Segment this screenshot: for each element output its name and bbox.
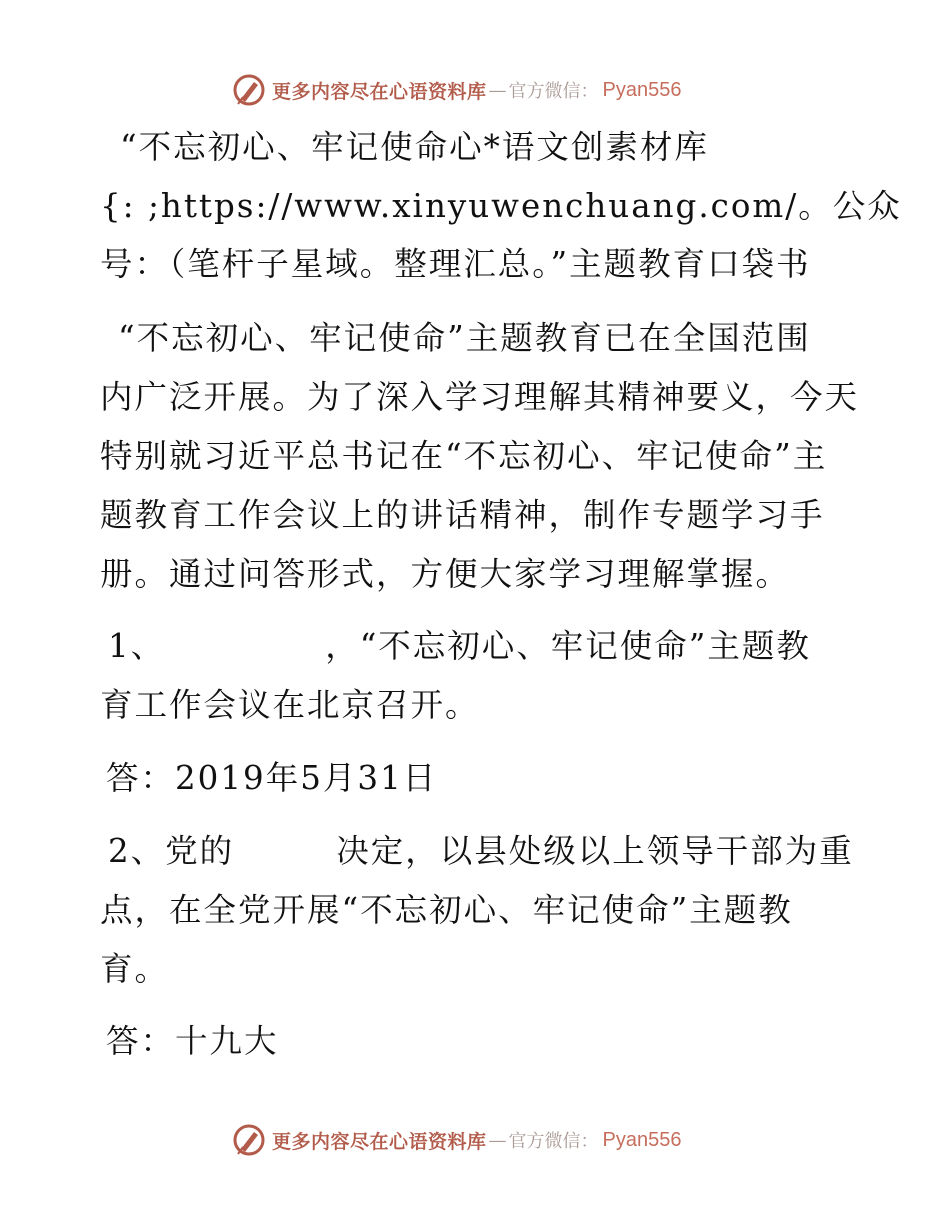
intro-line-5: 册。通过问答形式，方便大家学习理解掌握。 (100, 555, 791, 593)
answer-1: 答：2019年5月31日 (106, 759, 438, 797)
banner-wechat-id: Pyan556 (602, 1128, 682, 1151)
header-line-3: 号：（笔杆子星域。整理汇总。”主题教育口袋书 (100, 245, 811, 283)
intro-line-1: “不忘初心、牢记使命”主题教育已在全国范围 (118, 319, 811, 357)
banner-separator: — (488, 79, 507, 101)
answer-2: 答：十九大 (106, 1022, 279, 1060)
intro-line-2: 内广泛开展。为了深入学习理解其精神要义，今天 (100, 378, 860, 416)
pen-logo-icon (232, 73, 266, 107)
question-2-line-3: 育。 (100, 950, 170, 988)
question-2-text: 决定，以县处级以上领导干部为重 (336, 832, 854, 870)
banner-site-text: 更多内容尽在心语资料库 (272, 1130, 487, 1153)
question-1-line-2: 育工作会议在北京召开。 (100, 686, 480, 724)
question-1-prefix: 1、 (108, 627, 166, 665)
question-2-prefix: 2、党的 (108, 832, 235, 870)
banner-separator: — (488, 1129, 507, 1151)
footer-watermark-banner (232, 1122, 681, 1158)
pen-logo-icon (232, 1123, 266, 1157)
question-1-line-1 (108, 626, 811, 666)
intro-line-3: 特别就习近平总书记在“不忘初心、牢记使命”主 (100, 437, 828, 475)
banner-site-text: 更多内容尽在心语资料库 (272, 80, 487, 103)
header-line-2: {: ;https://www.xinyuwenchuang.com/。公众 (100, 187, 902, 225)
intro-line-4: 题教育工作会议上的讲话精神，制作专题学习手 (100, 496, 825, 534)
banner-wechat-label: 官方微信： (508, 81, 599, 102)
question-2-line-1 (108, 831, 854, 871)
header-line-1: “不忘初心、牢记使命心*语文创素材库 (120, 128, 709, 166)
banner-wechat-label: 官方微信： (508, 1131, 599, 1152)
question-1-text: ，“不忘初心、牢记使命”主题教 (325, 627, 811, 665)
question-2-line-2: 点，在全党开展“不忘初心、牢记使命”主题教 (100, 891, 793, 929)
header-watermark-banner (232, 72, 681, 108)
banner-wechat-id: Pyan556 (602, 78, 682, 101)
